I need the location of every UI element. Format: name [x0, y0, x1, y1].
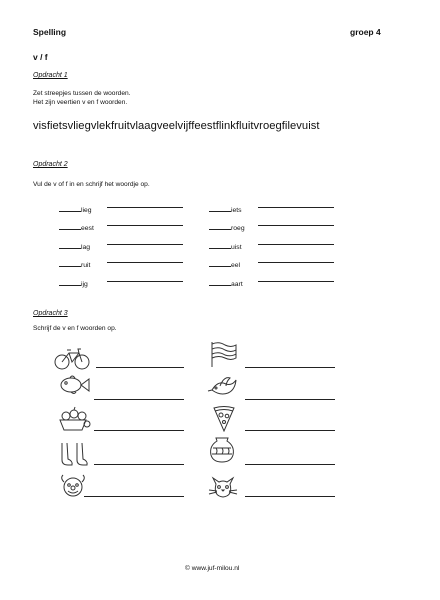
ex2-left-word-fragment: ijg — [81, 281, 88, 288]
ex2-right-answer-line[interactable] — [258, 207, 334, 208]
ex2-left-word-fragment: lag — [81, 244, 91, 251]
feet-icon — [56, 440, 92, 468]
exercise-1-line-2: Het zijn veertien v en f woorden. — [33, 99, 128, 106]
exercise-1-label: Opdracht 1 — [33, 72, 68, 79]
answer-line-vase[interactable] — [245, 464, 335, 465]
letter-string: visfietsvliegvlekfruitvlaagveelvijffeestflinkfluitvroegfilevuist — [33, 120, 320, 132]
flag-icon — [206, 340, 242, 368]
answer-line-fish[interactable] — [94, 399, 184, 400]
ex2-left-letter-blank[interactable] — [59, 279, 81, 286]
ex2-right-letter-blank[interactable] — [209, 205, 231, 212]
ex2-left-letter-blank[interactable] — [59, 205, 81, 212]
ex2-right-answer-line[interactable] — [258, 262, 334, 263]
ex2-right-word-fragment: roeg — [231, 225, 245, 232]
group-label: groep 4 — [350, 27, 381, 37]
ex2-right-letter-blank[interactable] — [209, 242, 231, 249]
bird-icon — [206, 372, 242, 400]
ex2-right-row — [209, 217, 245, 232]
ex2-left-letter-blank[interactable] — [59, 260, 81, 267]
ex2-left-word-fragment: eest — [81, 225, 94, 232]
ex2-left-row — [59, 217, 94, 232]
ex2-left-word-fragment: ruit — [81, 262, 91, 269]
ex2-left-row — [59, 273, 88, 288]
ex2-right-row — [209, 254, 241, 269]
ex2-left-row — [59, 199, 92, 214]
ex2-left-answer-line[interactable] — [107, 244, 183, 245]
ex2-right-word-fragment: eel — [231, 262, 241, 269]
ex2-left-answer-line[interactable] — [107, 225, 183, 226]
ex2-left-row — [59, 254, 91, 269]
exercise-1-line-1: Zet streepjes tussen de woorden. — [33, 90, 131, 97]
ex2-right-word-fragment: aart — [231, 281, 243, 288]
ex2-left-answer-line[interactable] — [107, 281, 183, 282]
ex2-right-row — [209, 273, 243, 288]
ex2-right-word-fragment: iets — [231, 207, 242, 214]
answer-line-cat[interactable] — [245, 496, 335, 497]
answer-line-bird[interactable] — [245, 399, 335, 400]
worksheet-title: Spelling — [33, 27, 67, 37]
answer-line-clown[interactable] — [84, 496, 184, 497]
ex2-right-letter-blank[interactable] — [209, 260, 231, 267]
ex2-right-word-fragment: uist — [231, 244, 242, 251]
ex2-right-letter-blank[interactable] — [209, 279, 231, 286]
ex2-left-word-fragment: lieg — [81, 207, 92, 214]
ex2-right-answer-line[interactable] — [258, 225, 334, 226]
bicycle-icon — [54, 344, 90, 372]
ex2-right-row — [209, 199, 242, 214]
answer-line-fruit-basket[interactable] — [94, 430, 184, 431]
exercise-2-instruction: Vul de v of f in en schrijf het woordje op. — [33, 181, 150, 188]
ex2-left-letter-blank[interactable] — [59, 242, 81, 249]
answer-line-pizza[interactable] — [245, 430, 335, 431]
exercise-2-label: Opdracht 2 — [33, 161, 68, 168]
fruit-basket-icon — [56, 404, 92, 432]
answer-line-flag[interactable] — [245, 367, 335, 368]
cat-face-icon — [205, 472, 241, 500]
ex2-right-answer-line[interactable] — [258, 281, 334, 282]
answer-line-bicycle[interactable] — [96, 367, 184, 368]
ex2-right-answer-line[interactable] — [258, 244, 334, 245]
fish-icon — [56, 370, 92, 398]
letters-heading: v / f — [33, 52, 48, 62]
vase-icon — [204, 436, 240, 464]
ex2-left-answer-line[interactable] — [107, 207, 183, 208]
exercise-3-instruction: Schrijf de v en f woorden op. — [33, 325, 117, 332]
ex2-right-letter-blank[interactable] — [209, 223, 231, 230]
ex2-left-answer-line[interactable] — [107, 262, 183, 263]
answer-line-feet[interactable] — [94, 464, 184, 465]
ex2-left-letter-blank[interactable] — [59, 223, 81, 230]
footer-copyright: © www.juf-milou.nl — [185, 565, 240, 572]
exercise-3-label: Opdracht 3 — [33, 310, 68, 317]
pizza-slice-icon — [206, 404, 242, 432]
ex2-right-row — [209, 236, 242, 251]
ex2-left-row — [59, 236, 91, 251]
